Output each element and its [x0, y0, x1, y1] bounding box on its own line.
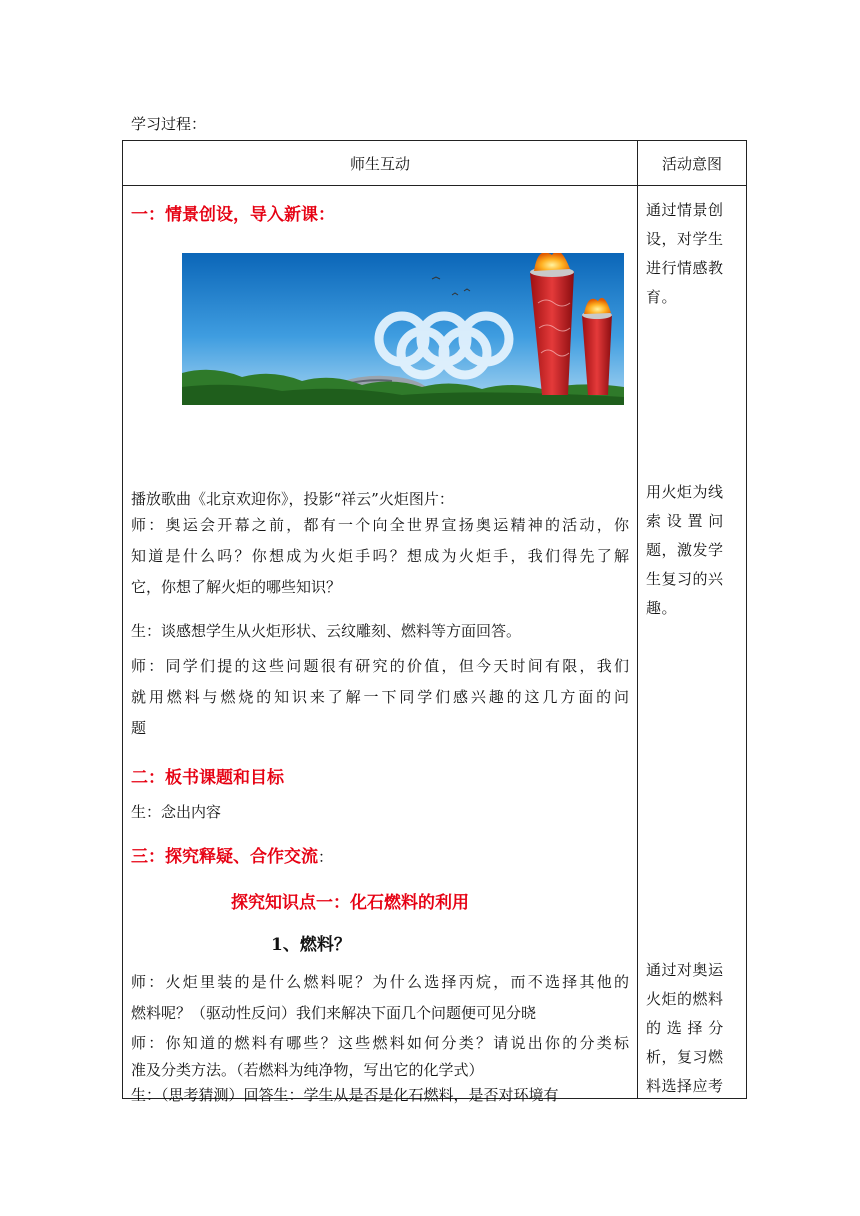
- text-line: 就用燃料与燃烧的知识来了解一下同学们感兴趣的这几方面的问: [131, 688, 629, 706]
- table-header-row: [123, 141, 747, 186]
- caption: 播放歌曲《北京欢迎你》，投影“祥云”火炬图片：: [131, 490, 454, 508]
- table-body-row: [123, 186, 747, 1099]
- note-line: 题，激发学: [646, 541, 724, 559]
- lesson-table: [122, 140, 747, 1104]
- intent-note-3: [646, 956, 738, 1101]
- text-line: 题: [131, 719, 147, 737]
- section3-paragraph3: 生：（思考猜测）回答生：学生从是否是化石燃料，是否对环境有: [131, 1086, 559, 1104]
- olympic-torch-photo-icon: [182, 253, 624, 405]
- note-line: 生复习的兴: [646, 570, 724, 588]
- section3-subheading: 探究知识点一：化石燃料的利用: [231, 893, 469, 913]
- section3-heading-wrap: [131, 842, 333, 867]
- section1-paragraph3: [131, 651, 629, 744]
- intent-note-1: [646, 196, 738, 312]
- section3-paragraph1: [131, 967, 629, 1029]
- text-line: 燃料呢？（驱动性反问）我们来解决下面几个问题便可见分晓: [131, 1004, 537, 1022]
- note-line: 趣。: [646, 599, 678, 617]
- note-line: 进行情感教: [646, 259, 724, 277]
- text-line: 师：火炬里装的是什么燃料呢？为什么选择丙烷，而不选择其他的: [131, 973, 629, 991]
- section1-paragraph1: [131, 510, 629, 603]
- section1-paragraph2: 生：谈感想学生从火炬形状、云纹雕刻、燃料等方面回答。: [131, 622, 522, 640]
- text-line: 师：奥运会开幕之前，都有一个向全世界宣扬奥运精神的活动，你: [131, 516, 629, 534]
- section1-heading: 一：情景创设，导入新课：: [131, 205, 335, 225]
- note-line: 通过对奥运: [646, 961, 724, 979]
- intent-cell: [638, 186, 747, 1099]
- note-line: 设，对学生: [646, 230, 724, 248]
- section3-paragraph2: [131, 1030, 629, 1084]
- text-line: 它，你想了解火炬的哪些知识？: [131, 578, 342, 596]
- col2-header: 活动意图: [638, 141, 747, 186]
- text-line: 知道是什么吗？你想成为火炬手吗？想成为火炬手，我们得先了解: [131, 547, 629, 565]
- section3-heading-tail: ：: [318, 848, 334, 866]
- section2-heading: 二：板书课题和目标: [131, 768, 284, 788]
- section2-paragraph1: 生：念出内容: [131, 803, 222, 821]
- note-line: 育。: [646, 288, 678, 306]
- note-line: 火炬的燃料: [646, 990, 724, 1008]
- note-line: 通过情景创: [646, 201, 724, 219]
- note-line: 料选择应考: [646, 1077, 724, 1095]
- note-line: 索 设 置 问: [646, 512, 724, 530]
- note-line: 用火炬为线: [646, 483, 724, 501]
- text-line: 师：同学们提的这些问题很有研究的价值，但今天时间有限，我们: [131, 657, 629, 675]
- intro-label: 学习过程：: [131, 115, 207, 133]
- interaction-cell: [123, 186, 638, 1104]
- intent-note-2: [646, 478, 738, 623]
- text-line: 师：你知道的燃料有哪些？这些燃料如何分类？请说出你的分类标: [131, 1034, 629, 1052]
- note-line: 的 选 择 分: [646, 1019, 724, 1037]
- section3-item1: 1、燃料？: [271, 935, 351, 955]
- text-line: 准及分类方法。（若燃料为纯净物，写出它的化学式）: [131, 1061, 484, 1079]
- note-line: 析，复习燃: [646, 1048, 724, 1066]
- section3-heading: 三：探究释疑、合作交流: [131, 847, 318, 867]
- col1-header: 师生互动: [123, 141, 638, 186]
